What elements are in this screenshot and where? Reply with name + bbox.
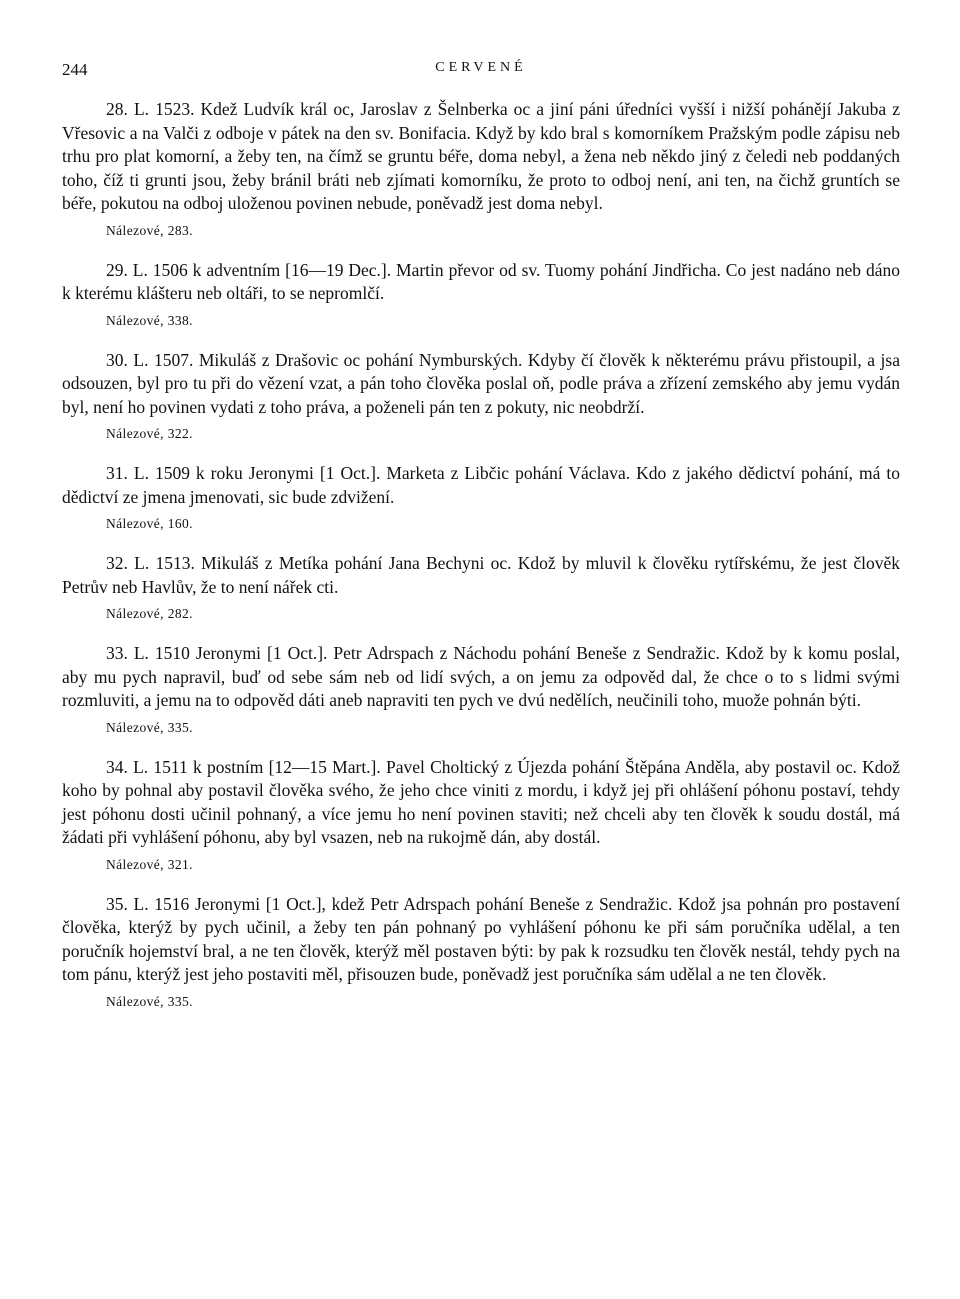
entry-32: [62, 552, 900, 625]
entry-30: [62, 349, 900, 446]
entry-source: Nálezové, 335.: [106, 719, 193, 735]
entry-text: 35. L. 1516 Jeronymi [1 Oct.], kdež Petr Adrspach pohání Beneše z Sendražic. Kdož jsa pohnán pro postavení člověka, kterýž by pych učinil, a žeby ten pán pohnaný po vyhlášení póhonu ke při sám poručníka udělal, a ten poručník hojemství bral, a ne ten člověk, kterýž měl postaven býti: by pak k rozsudku ten člověk nestál, tehdy pych na tom pánu, kterýž jest jeho postaviti měl, přisouzen bude, poněvadž jest poručníka sám udělal a ne ten člověk.: [62, 893, 900, 984]
entry-text: 33. L. 1510 Jeronymi [1 Oct.]. Petr Adrspach z Náchodu pohání Beneše z Sendražic. Kdož by k komu poslal, aby mu pych napravil, buď od sebe sám neb od lidí svých, a on jemu za odpověd dal, že chce o to s lidmi svými rozmluviti, a jemu na to odpověd dáti aneb napraviti ten pych ve dvú nedělích, neučinili toho, muože pohnán býti.: [62, 643, 900, 710]
entry-source: Nálezové, 335.: [106, 993, 193, 1009]
entry-28: [62, 98, 900, 242]
entry-source: Nálezové, 283.: [106, 222, 193, 238]
entry-source: Nálezové, 282.: [106, 606, 193, 621]
document-page: [62, 56, 900, 1009]
entry-29: [62, 259, 900, 332]
entry-35: [62, 893, 900, 1013]
entry-source: Nálezové, 322.: [106, 426, 193, 441]
entry-source: Nálezové, 321.: [106, 856, 193, 872]
entry-31: [62, 462, 900, 535]
entry-source: Nálezové, 160.: [106, 516, 193, 531]
entry-text: 30. L. 1507. Mikuláš z Drašovic oc pohání Nymburských. Kdyby čí člověk k některému právu přistoupil, a jsa odsouzen, byl pro tu při do vězení vzat, a pán toho člověka poslal oň, podle práva a zřízení zemského aby jemu vydán byl, není ho povinen vydati z toho práva, a poženeli pán ten z pokuty, nic neobdrží.: [62, 349, 900, 417]
entry-text: 34. L. 1511 k postním [12—15 Mart.]. Pavel Choltický z Újezda pohání Štěpána Anděla, aby postavil oc. Kdož koho by pohnal aby postavil člověka svého, že jeho chce viniti z mordu, i když jej při ohlášení póhonu postaví, tehdy jest póhonu dosti učinil pohnaný, a více jemu ho není povinen staviti; než chceli aby ten člověk k soudu dostál, má žádati při vyhlášení póhonu, aby byl vsazen, neb na rukojmě dán, aby dostál.: [62, 756, 900, 847]
entry-source: Nálezové, 338.: [106, 312, 193, 328]
entry-text: 31. L. 1509 k roku Jeronymi [1 Oct.]. Marketa z Libčic pohání Václava. Kdo z jakého dědictví pohání, má to dědictví ze jmena jmenovati, sic bude zdvižení.: [62, 463, 900, 507]
entry-33: [62, 642, 900, 739]
entries-list: [62, 98, 900, 1030]
entry-text: 32. L. 1513. Mikuláš z Metíka pohání Jana Bechyni oc. Kdož by mluvil k člověku rytířskému, že jest člověk Petrův neb Havlův, že to není nářek cti.: [62, 553, 900, 597]
page-header: [62, 56, 900, 86]
entry-34: [62, 756, 900, 876]
page-number: 244: [62, 60, 88, 79]
running-title: CERVENÉ: [435, 60, 527, 75]
entry-text: 29. L. 1506 k adventním [16—19 Dec.]. Martin převor od sv. Tuomy pohání Jindřicha. Co jest nadáno neb dáno k kterému klášteru neb oltáři, to se nepromlčí.: [62, 259, 900, 303]
entry-text: 28. L. 1523. Kdež Ludvík král oc, Jaroslav z Šelnberka oc a jiní páni úředníci vyšší i nižší pohánějí Jakuba z Vřesovic a na Valči z odboje v pátek na den sv. Bonifacia. Když by kdo bral s komorníkem Pražským podle zápisu neb trhu pro plat komorní, a žeby ten, na čímž se gruntu béře, doma nebyl, a žena neb někdo jiný z čeledi neb poddaných toho, číž ti grunti jsou, žeby bránil bráti neb zjímati komorníku, že proto to odboj není, ani ten, na čichž gruntích se béře, pokutou na odboj uloženou povinen nebude, poněvadž jest doma nebyl.: [62, 99, 900, 213]
